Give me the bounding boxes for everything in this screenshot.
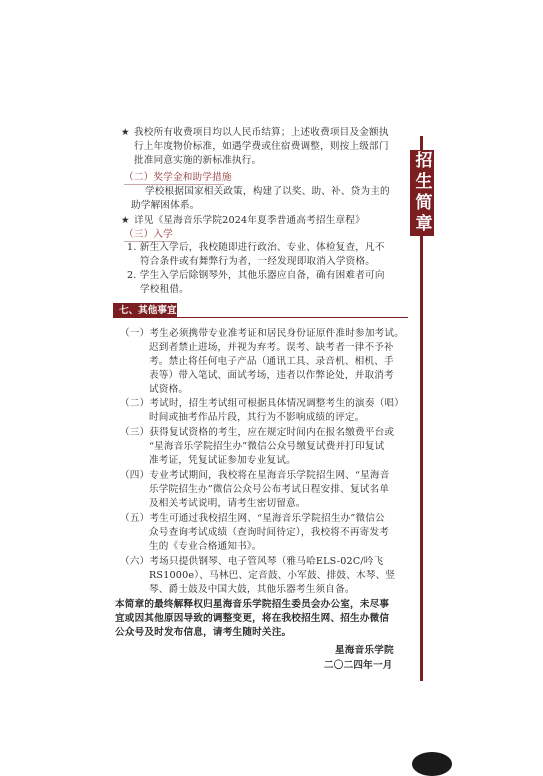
- item-line: （五）考生可通过我校招生网、“星海音乐学院招生办”微信公: [120, 513, 385, 524]
- item-line: 准考证，凭复试证参加专业复试。: [149, 455, 296, 466]
- item-line: 琴、爵士鼓及中国大鼓，其他乐器考生须自备。: [149, 584, 355, 595]
- section-7-title: 七、其他事宜: [119, 305, 177, 316]
- scholarship-line: 助学解困体系。: [131, 200, 200, 211]
- side-tab-title: 招生简章: [410, 150, 434, 236]
- item-line: 考。禁止将任何电子产品（通讯工具、录音机、相机、手: [149, 356, 394, 367]
- bottom-emblem-icon: [412, 752, 452, 776]
- signature-org: 星海音乐学院: [335, 645, 394, 656]
- item-line: 试资格。: [149, 384, 189, 395]
- item-line: “星海音乐学院招生办”微信公众号缴复试费并打印复试: [149, 441, 385, 452]
- star-bullet: ★: [121, 215, 130, 226]
- final-note-line: 公众号及时发布信息，请考生随时关注。: [115, 627, 292, 638]
- enrollment-line: 2. 学生入学后除钢琴外，其他乐器应自备，确有困难者可向: [127, 270, 385, 281]
- item-line: （三）获得复试资格的考生，应在规定时间内在报名缴费平台或: [120, 427, 395, 438]
- signature-date: 二〇二四年一月: [324, 660, 393, 671]
- item-line: 迟到者禁止进场，并视为弃考。误考、缺考者一律不予补: [149, 342, 394, 353]
- item-line: （一）考生必须携带专业准考证和居民身份证原件准时参加考试。: [120, 328, 405, 339]
- item-line: 生的《专业合格通知书》。: [149, 541, 262, 552]
- scholarship-line: 学校根据国家相关政策，构建了以奖、助、补、贷为主的: [145, 186, 390, 197]
- item-line: 时间或抽考作品片段，其行为不影响成绩的评定。: [149, 412, 365, 423]
- final-note-line: 本简章的最终解释权归星海音乐学院招生委员会办公室，未尽事: [115, 599, 390, 610]
- section-7-rule: [113, 317, 408, 318]
- see-detail-text: 详见《星海音乐学院2024年夏季普通高考招生章程》: [134, 215, 365, 226]
- item-line: 众号查询考试成绩（查询时间待定），我校将不再寄发考: [149, 527, 390, 538]
- enrollment-line: 学校租借。: [140, 284, 189, 295]
- enrollment-line: 1. 新生入学后，我校随即进行政治、专业、体检复查，凡不: [127, 242, 385, 253]
- fees-line: 我校所有收费项目均以人民币结算；上述收费项目及金额执: [134, 127, 389, 138]
- enrollment-heading: （三）入学: [124, 229, 173, 240]
- fees-line: 行上年度物价标准，如遇学费或住宿费调整，则按上级部门: [134, 141, 389, 152]
- final-note-line: 宜或因其他原因导致的调整变更，将在我校招生网、招生办微信: [115, 613, 390, 624]
- star-bullet: ★: [121, 127, 130, 138]
- item-line: （四）专业考试期间，我校将在星海音乐学院招生网、“星海音: [120, 470, 390, 481]
- item-line: 乐学院招生办”微信公众号公布考试日程安排、复试名单: [149, 484, 390, 495]
- item-line: 及相关考试说明，请考生密切留意。: [149, 498, 306, 509]
- item-line: RS1000e）、马林巴、定音鼓、小军鼓、排鼓、木琴、竖: [149, 570, 396, 581]
- item-line: （六）考场只提供钢琴、电子管风琴（雅马哈ELS-02C/吟飞: [120, 556, 384, 567]
- enrollment-line: 符合条件或有舞弊行为者，一经发现即取消入学资格。: [140, 256, 376, 267]
- item-line: （二）考试时，招生考试组可根据具体情况调整考生的演奏（唱）: [120, 398, 405, 409]
- section-7-header: [113, 303, 408, 318]
- scholarship-heading: （二）奖学金和助学措施: [124, 172, 232, 183]
- item-line: 表等）带入笔试、面试考场，违者以作弊论处，并取消考: [149, 370, 394, 381]
- fees-line: 批准同意实施的新标准执行。: [134, 155, 262, 166]
